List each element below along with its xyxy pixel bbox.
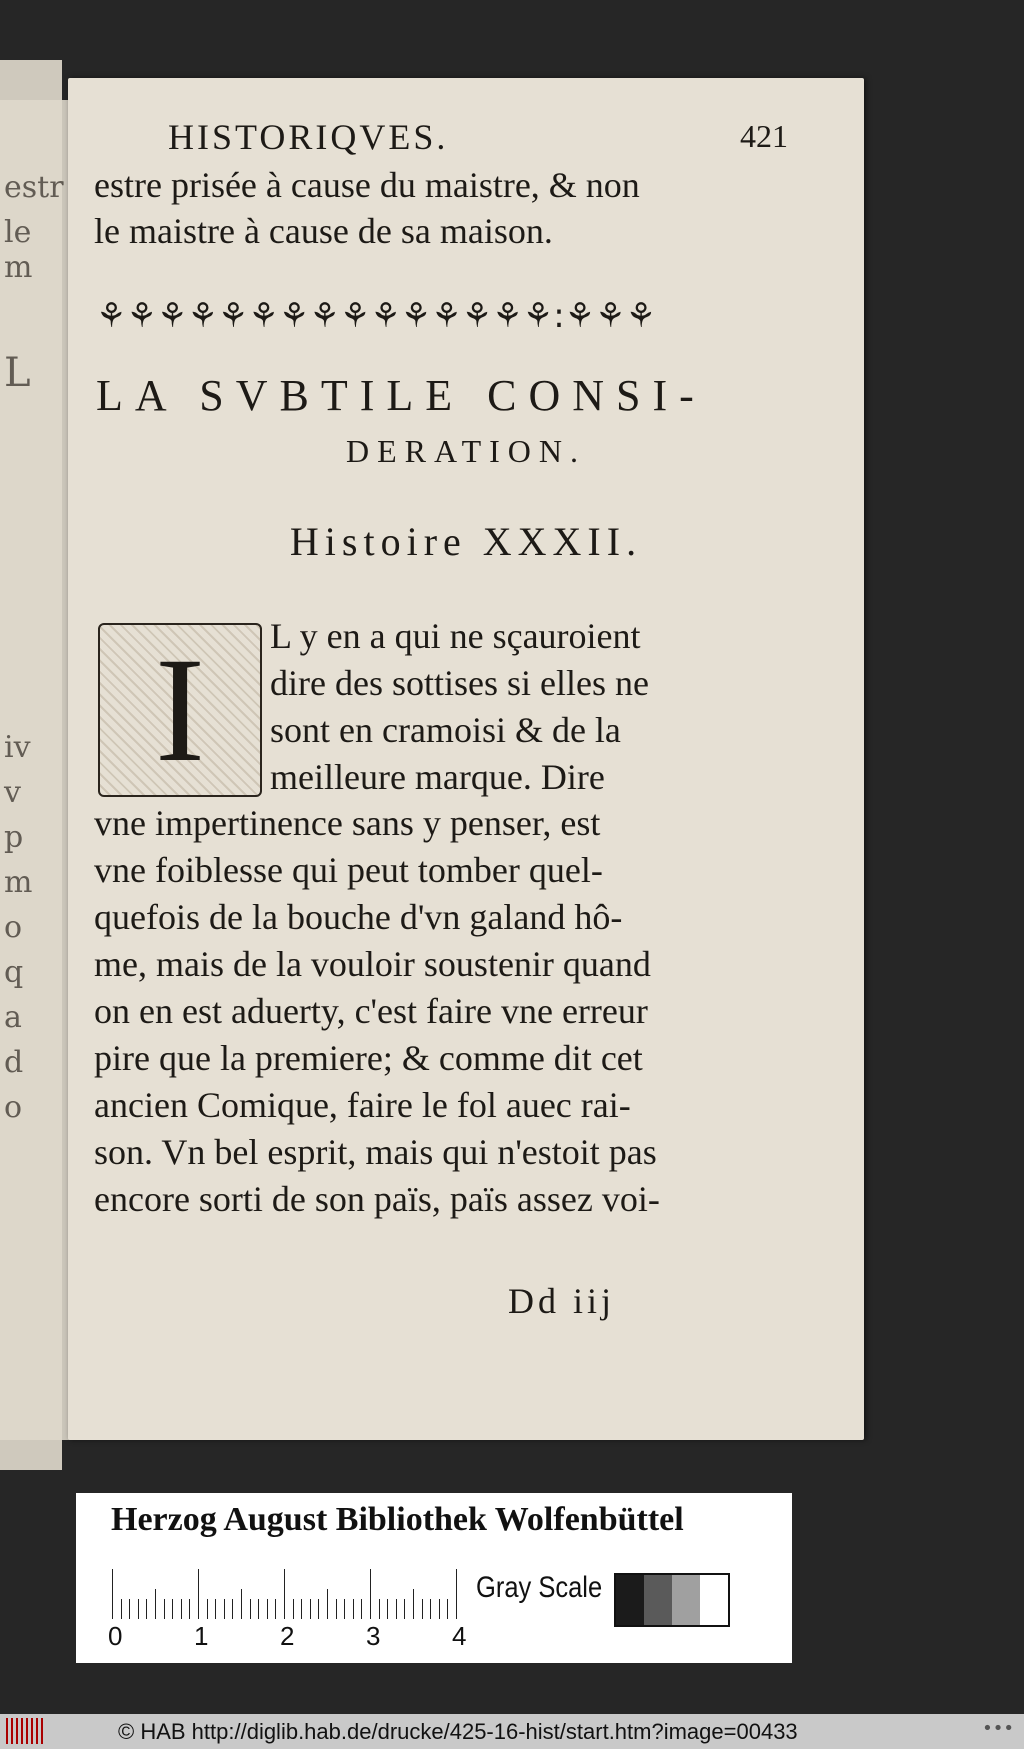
- facing-text-fragment: v: [4, 775, 21, 810]
- text-line: sont en cramoisi & de la: [270, 710, 621, 750]
- gray-swatch: [672, 1575, 700, 1625]
- gray-swatch: [616, 1575, 644, 1625]
- ruler-tick: [353, 1599, 354, 1619]
- ruler-tick: [396, 1599, 397, 1619]
- ruler-tick: [146, 1599, 147, 1619]
- footer-credit-link[interactable]: © HAB http://diglib.hab.de/drucke/425-16-hist/start.htm?image=00433: [118, 1719, 798, 1744]
- text-line: meilleure marque. Dire: [270, 757, 605, 797]
- gray-swatch: [644, 1575, 672, 1625]
- ruler-tick: [198, 1569, 199, 1619]
- ruler-tick: [404, 1599, 405, 1619]
- facing-text-fragment: le m: [4, 215, 33, 285]
- text-line: dire des sottises si elles ne: [270, 663, 649, 703]
- ruler-label: 2: [280, 1621, 295, 1651]
- facing-text-fragment: o: [4, 1090, 23, 1125]
- book-page: [68, 78, 864, 1440]
- ruler-tick: [275, 1599, 276, 1619]
- more-menu-icon[interactable]: •••: [982, 1718, 1014, 1739]
- ruler-tick: [129, 1599, 130, 1619]
- facing-text-fragment: iv: [4, 730, 31, 765]
- running-head: [168, 116, 788, 156]
- ruler-tick: [293, 1599, 294, 1619]
- ruler-tick: [138, 1599, 139, 1619]
- ruler-tick: [318, 1599, 319, 1619]
- ruler-tick: [310, 1599, 311, 1619]
- ruler-label: 0: [108, 1621, 123, 1651]
- ruler-tick: [336, 1599, 337, 1619]
- gray-scale-label: Gray Scale: [476, 1571, 603, 1604]
- ruler-tick: [241, 1589, 242, 1619]
- text-line: on en est aduerty, c'est faire vne erreur: [94, 991, 648, 1031]
- facing-text-fragment: o: [4, 910, 23, 945]
- ruler-tick: [224, 1599, 225, 1619]
- ruler-tick: [172, 1599, 173, 1619]
- text-line: le maistre à cause de sa maison.: [94, 211, 553, 251]
- chapter-title-line2: DERATION.: [346, 433, 586, 469]
- ruler-tick: [155, 1589, 156, 1619]
- ruler-tick: [258, 1599, 259, 1619]
- ruler-tick: [189, 1599, 190, 1619]
- ruler-tick: [387, 1599, 388, 1619]
- ruler-tick: [439, 1599, 440, 1619]
- facing-page: [0, 60, 62, 1470]
- text-line: encore sorti de son païs, païs assez voi-: [94, 1179, 660, 1219]
- text-line: me, mais de la vouloir soustenir quand: [94, 944, 651, 984]
- ornamental-border: ⚘⚘⚘⚘⚘⚘⚘⚘⚘⚘⚘⚘⚘⚘⚘:⚘⚘⚘: [96, 296, 657, 336]
- histoire-heading: Histoire XXXII.: [289, 519, 643, 564]
- text-line: estre prisée à cause du maistre, & non: [94, 165, 640, 205]
- ruler-tick: [370, 1569, 371, 1619]
- ruler-tick: [361, 1599, 362, 1619]
- footer-bar: [0, 1714, 1024, 1749]
- decorated-initial: I: [98, 623, 262, 797]
- facing-page-sheet: [0, 100, 72, 1440]
- ruler-label: 1: [194, 1621, 209, 1651]
- text-line: pire que la premiere; & comme dit cet: [94, 1038, 643, 1078]
- ruler-tick: [344, 1599, 345, 1619]
- scale-ruler: [112, 1569, 534, 1619]
- running-head-title: HISTORIQVES.: [168, 117, 449, 157]
- ruler-tick: [447, 1599, 448, 1619]
- gray-scale-bar: [614, 1573, 730, 1627]
- page-number: 421: [740, 118, 788, 154]
- ruler-tick: [207, 1599, 208, 1619]
- text-line: L y en a qui ne sçauroient: [270, 616, 641, 656]
- ruler-tick: [379, 1599, 380, 1619]
- text-line: vne foiblesse qui peut tomber quel-: [94, 850, 603, 890]
- ruler-tick: [284, 1569, 285, 1619]
- text-line: son. Vn bel esprit, mais qui n'estoit pas: [94, 1132, 657, 1172]
- ruler-tick: [267, 1599, 268, 1619]
- facing-text-fragment: a: [4, 1000, 22, 1035]
- chapter-title-line1: LA SVBTILE CONSI-: [96, 371, 706, 420]
- facing-text-fragment: p: [4, 820, 24, 855]
- facing-text-fragment: q: [4, 955, 24, 990]
- ruler-tick: [232, 1599, 233, 1619]
- ruler-tick: [456, 1569, 457, 1619]
- text-line: ancien Comique, faire le fol auec rai-: [94, 1085, 631, 1125]
- ruler-tick: [112, 1569, 113, 1619]
- ruler-tick: [250, 1599, 251, 1619]
- facing-text-fragment: estr: [4, 170, 64, 205]
- facing-text-fragment: d: [4, 1045, 24, 1080]
- ruler-tick: [430, 1599, 431, 1619]
- text-line: quefois de la bouche d'vn galand hô-: [94, 897, 623, 937]
- institution-name: Herzog August Bibliothek Wolfenbüttel: [111, 1501, 684, 1538]
- hab-logo-icon: [6, 1718, 44, 1744]
- ruler-tick: [181, 1599, 182, 1619]
- ruler-tick: [164, 1599, 165, 1619]
- ruler-tick: [121, 1599, 122, 1619]
- ruler-label: 3: [366, 1621, 381, 1651]
- ruler-tick: [327, 1589, 328, 1619]
- gray-swatch: [700, 1575, 728, 1625]
- facing-text-fragment: L: [4, 350, 31, 396]
- ruler-tick: [413, 1589, 414, 1619]
- signature-mark: Dd iij: [508, 1281, 616, 1321]
- ruler-tick: [301, 1599, 302, 1619]
- text-line: vne impertinence sans y penser, est: [94, 803, 601, 843]
- facing-text-fragment: m: [4, 865, 33, 900]
- ruler-label: 4: [452, 1621, 467, 1651]
- ruler-tick: [215, 1599, 216, 1619]
- ruler-tick: [422, 1599, 423, 1619]
- reference-card: [76, 1493, 792, 1663]
